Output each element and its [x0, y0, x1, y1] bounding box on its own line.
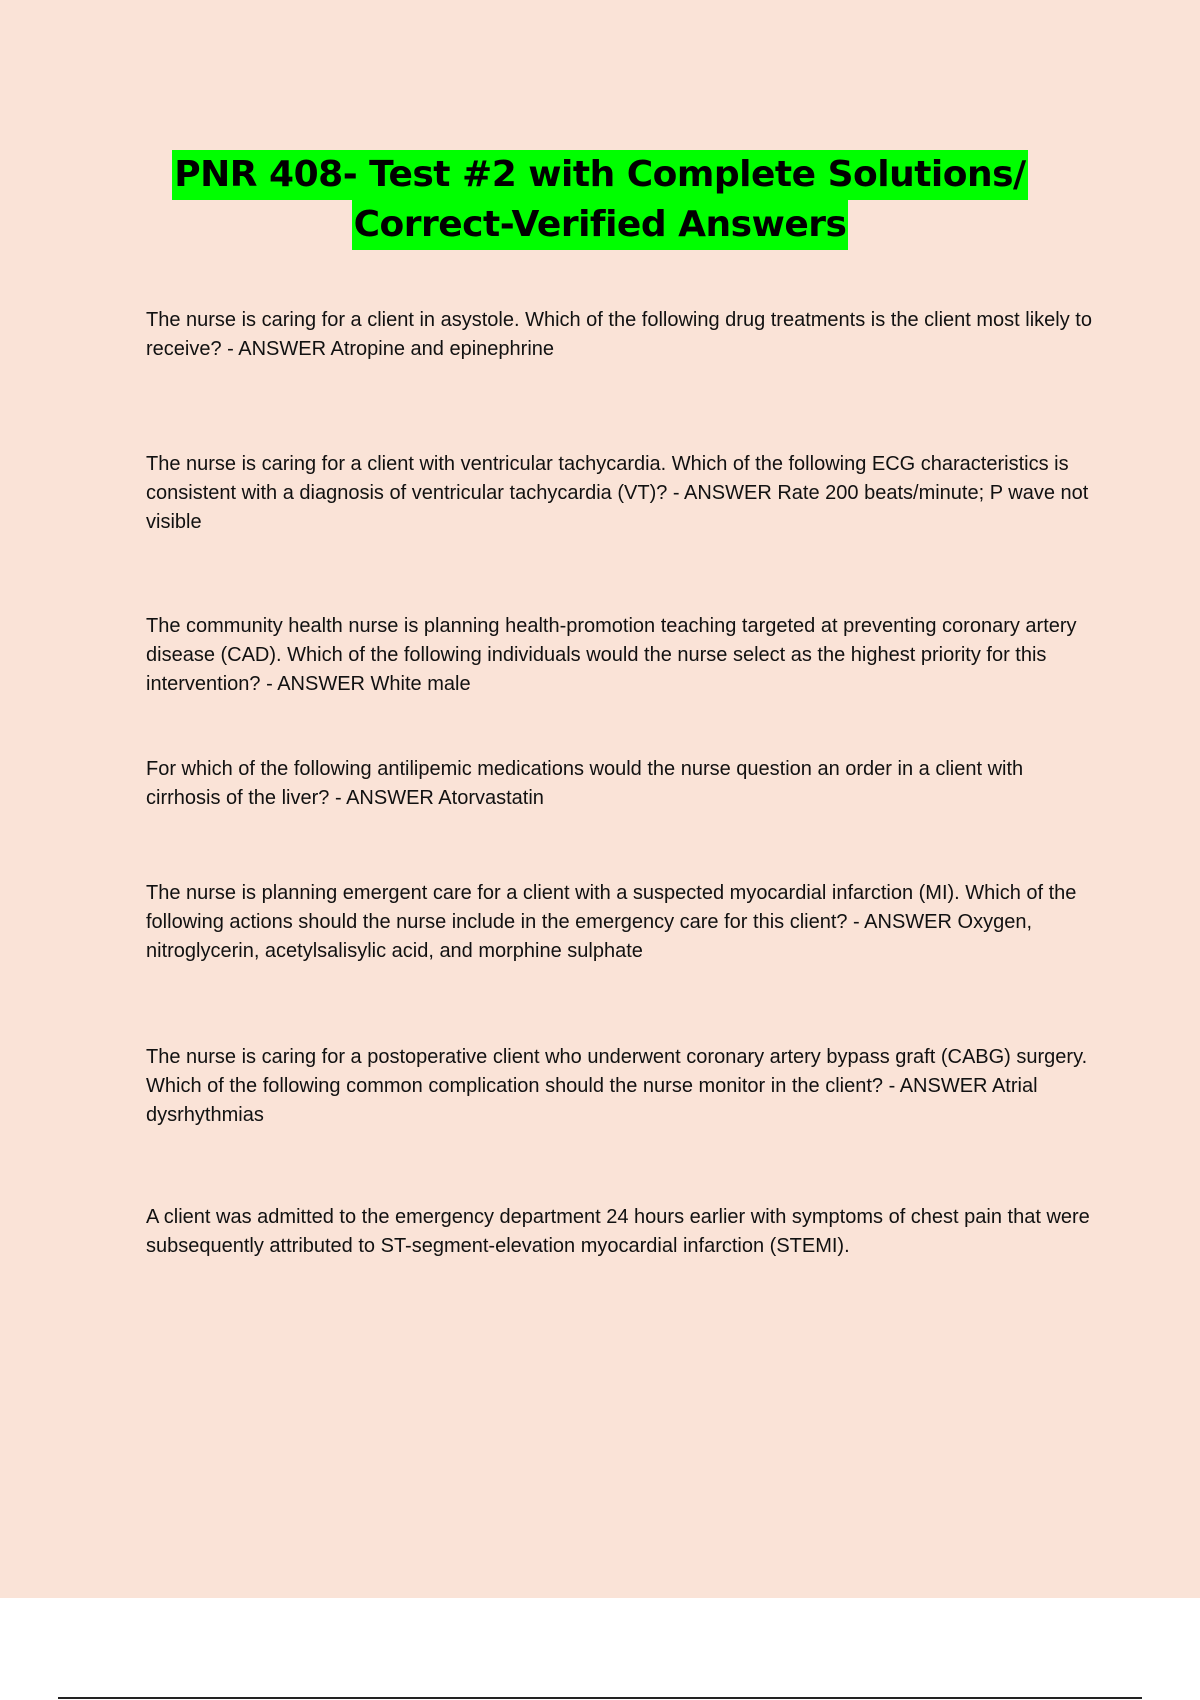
qa-item-5: The nurse is planning emergent care for a client with a suspected myocardial infarction (MI). Which of the following actions should the nurse include in the emergency care for this client? - ANSWER Oxygen, nitroglycerin, acetylsalisylic acid, and morphine sulphate — [146, 882, 1077, 962]
qa-item-2: The nurse is caring for a client with ventricular tachycardia. Which of the following ECG characteristics is consistent with a diagnosis of ventricular tachycardia (VT)? - ANSWER Rate 200 beats/minute; P wave not visible — [146, 453, 1089, 533]
qa-item-6: The nurse is caring for a postoperative client who underwent coronary artery bypass graft (CABG) surgery. Which of the following common complication should the nurse monitor in the client? - ANSWER Atrial dysrhythmias — [146, 1046, 1088, 1126]
title-line-2: Correct-Verified Answers — [352, 200, 849, 250]
qa-item-3: The community health nurse is planning health-promotion teaching targeted at preventing coronary artery disease (CAD). Which of the following individuals would the nurse select as the highest priority for this intervention? - ANSWER White male — [146, 615, 1077, 695]
qa-item-1: The nurse is caring for a client in asystole. Which of the following drug treatments is the client most likely to receive? - ANSWER Atropine and epinephrine — [146, 309, 1092, 360]
title-line-1: PNR 408- Test #2 with Complete Solutions/ — [172, 150, 1027, 200]
qa-item-4: For which of the following antilipemic medications would the nurse question an order in a client with cirrhosis of the liver? - ANSWER Atorvastatin — [146, 758, 1024, 809]
document-title — [0, 150, 1200, 250]
qa-item-7: A client was admitted to the emergency department 24 hours earlier with symptoms of chest pain that were subsequently attributed to ST-segment-elevation myocardial infarction (STEMI). — [146, 1206, 1090, 1257]
footer-divider — [58, 1697, 1142, 1699]
